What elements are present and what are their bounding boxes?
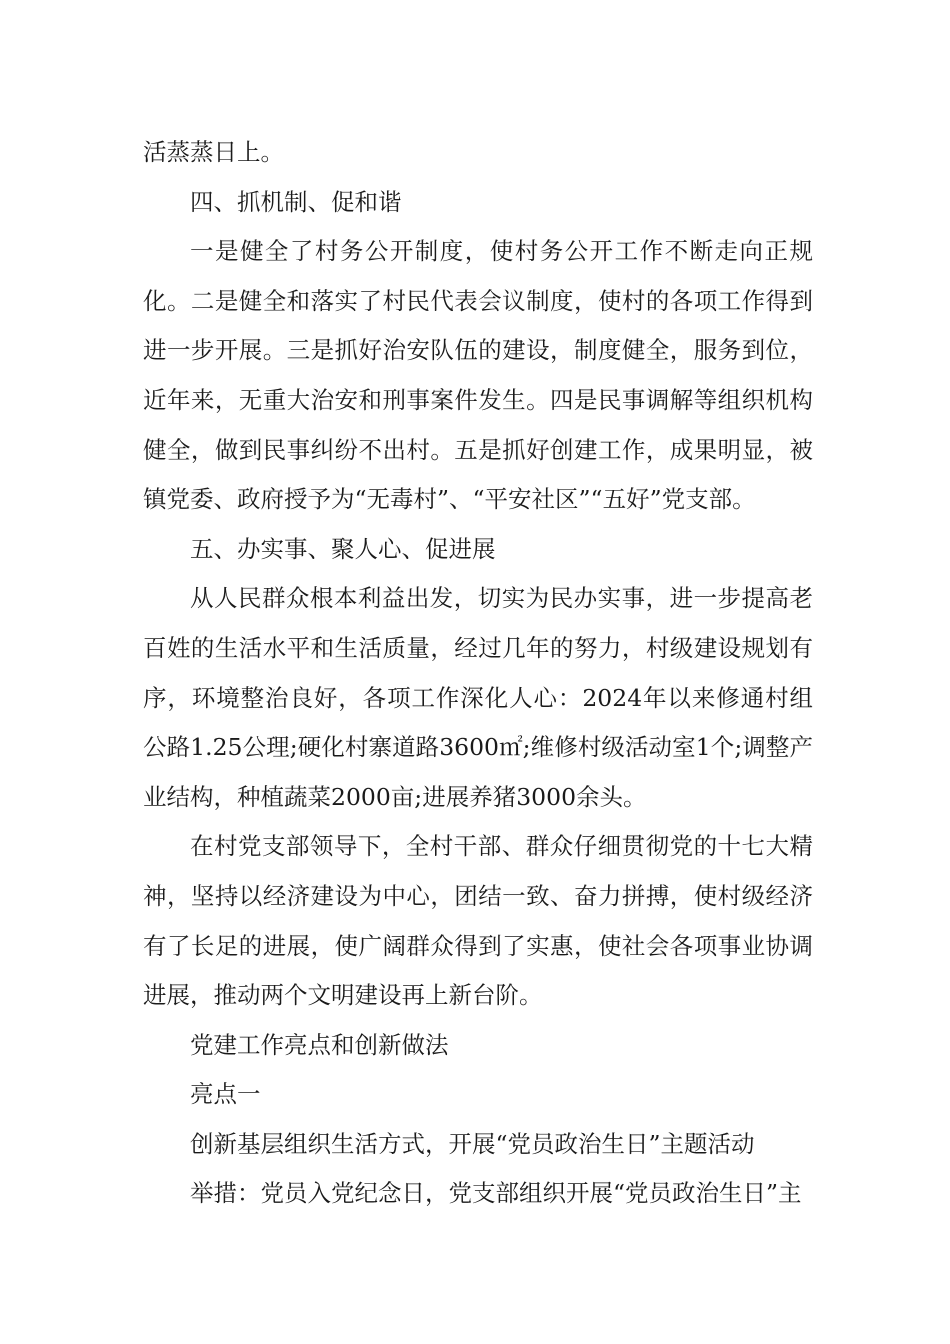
highlight-one-measures: 举措：党员入党纪念日，党支部组织开展“党员政治生日”主 [190, 1179, 802, 1208]
paragraph-mechanism: 一是健全了村务公开制度，使村务公开工作不断走向正规化。二是健全和落实了村民代表会议制度，使村的各项工作得到进一步开展。三是抓好治安队伍的建设，制度健全，服务到位，近年来，无重大治安和刑事案件发生。四是民事调解等组织机构健全，做到民事纠纷不出村。五是抓好创建工作，成果明显，被镇党委、政府授予为“无毒村”、“平安社区”“五好”党支部。 [143, 237, 813, 514]
highlight-one-title: 创新基层组织生活方式，开展“党员政治生日”主题活动 [190, 1129, 755, 1158]
paragraph-continuation: 活蒸蒸日上。 [143, 138, 284, 166]
paragraph-practical-work: 从人民群众根本利益出发，切实为民办实事，进一步提高老百姓的生活水平和生活质量，经过几年的努力，村级建设规划有序，环境整治良好，各项工作深化人心：2024年以来修通村组公路1.25公理;硬化村寨道路3600㎡;维修村级活动室1个;调整产业结构，种植蔬菜2000亩;进展养猪3000余头。 [143, 584, 813, 811]
heading-highlight-one: 亮点一 [190, 1080, 261, 1109]
section-heading-four: 四、抓机制、促和谐 [190, 187, 402, 216]
document-body [143, 128, 813, 1219]
paragraph-leadership: 在村党支部领导下，全村干部、群众仔细贯彻党的十七大精神，坚持以经济建设为中心，团结一致、奋力拼搏，使村级经济有了长足的进展，使广阔群众得到了实惠，使社会各项事业协调进展，推动两个文明建设再上新台阶。 [143, 832, 813, 1010]
heading-highlights: 党建工作亮点和创新做法 [190, 1030, 449, 1059]
section-heading-five: 五、办实事、聚人心、促进展 [190, 534, 496, 563]
